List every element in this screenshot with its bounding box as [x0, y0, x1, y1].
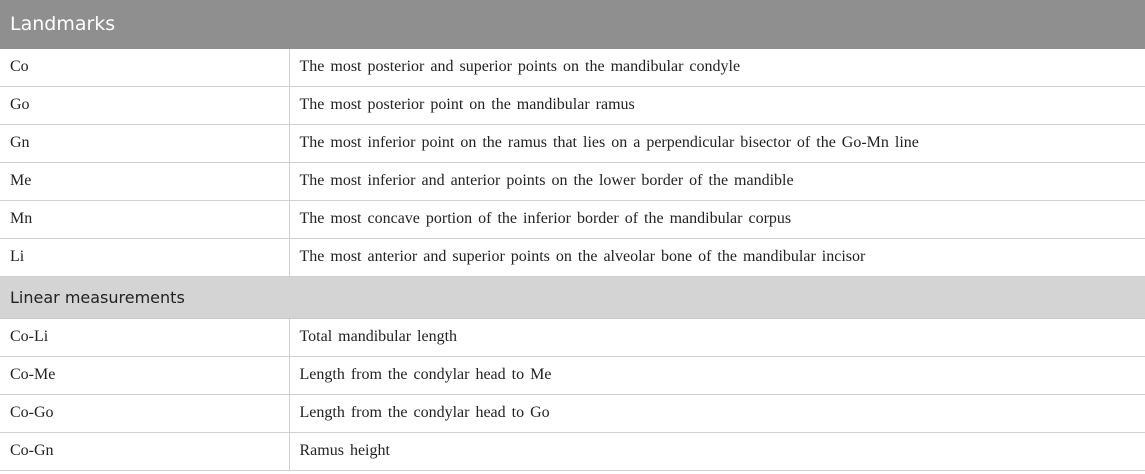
table-row [0, 318, 1145, 356]
landmark-description: The most inferior and anterior points on the lower border of the mandible [289, 162, 1145, 200]
measurement-description: Length from the condylar head to Me [289, 356, 1145, 394]
landmark-code: Co [0, 48, 289, 86]
landmark-description: The most concave portion of the inferior border of the mandibular corpus [289, 200, 1145, 238]
landmark-code: Li [0, 238, 289, 276]
measurement-description: Total mandibular length [289, 318, 1145, 356]
table-row [0, 48, 1145, 86]
landmark-description: The most posterior and superior points on the mandibular condyle [289, 48, 1145, 86]
measurement-code: Co-Me [0, 356, 289, 394]
table-header-row [0, 0, 1145, 48]
landmark-description: The most inferior point on the ramus that lies on a perpendicular bisector of the Go-Mn line [289, 124, 1145, 162]
landmark-code: Me [0, 162, 289, 200]
measurement-code: Co-Li [0, 318, 289, 356]
measurement-description: Ramus height [289, 432, 1145, 470]
measurement-description: Length from the condylar head to Go [289, 394, 1145, 432]
table-row [0, 238, 1145, 276]
table-row [0, 162, 1145, 200]
table-row [0, 432, 1145, 470]
landmark-description: The most anterior and superior points on the alveolar bone of the mandibular incisor [289, 238, 1145, 276]
landmark-description: The most posterior point on the mandibular ramus [289, 86, 1145, 124]
measurement-code: Co-Gn [0, 432, 289, 470]
table-row [0, 200, 1145, 238]
section-title-linear-measurements: Linear measurements [0, 276, 1145, 318]
table-row [0, 394, 1145, 432]
table-row [0, 86, 1145, 124]
section-header-row [0, 276, 1145, 318]
landmark-code: Mn [0, 200, 289, 238]
landmark-code: Go [0, 86, 289, 124]
table-row [0, 124, 1145, 162]
measurement-code: Co-Go [0, 394, 289, 432]
table-row [0, 356, 1145, 394]
landmark-code: Gn [0, 124, 289, 162]
table-title: Landmarks [0, 0, 1145, 48]
